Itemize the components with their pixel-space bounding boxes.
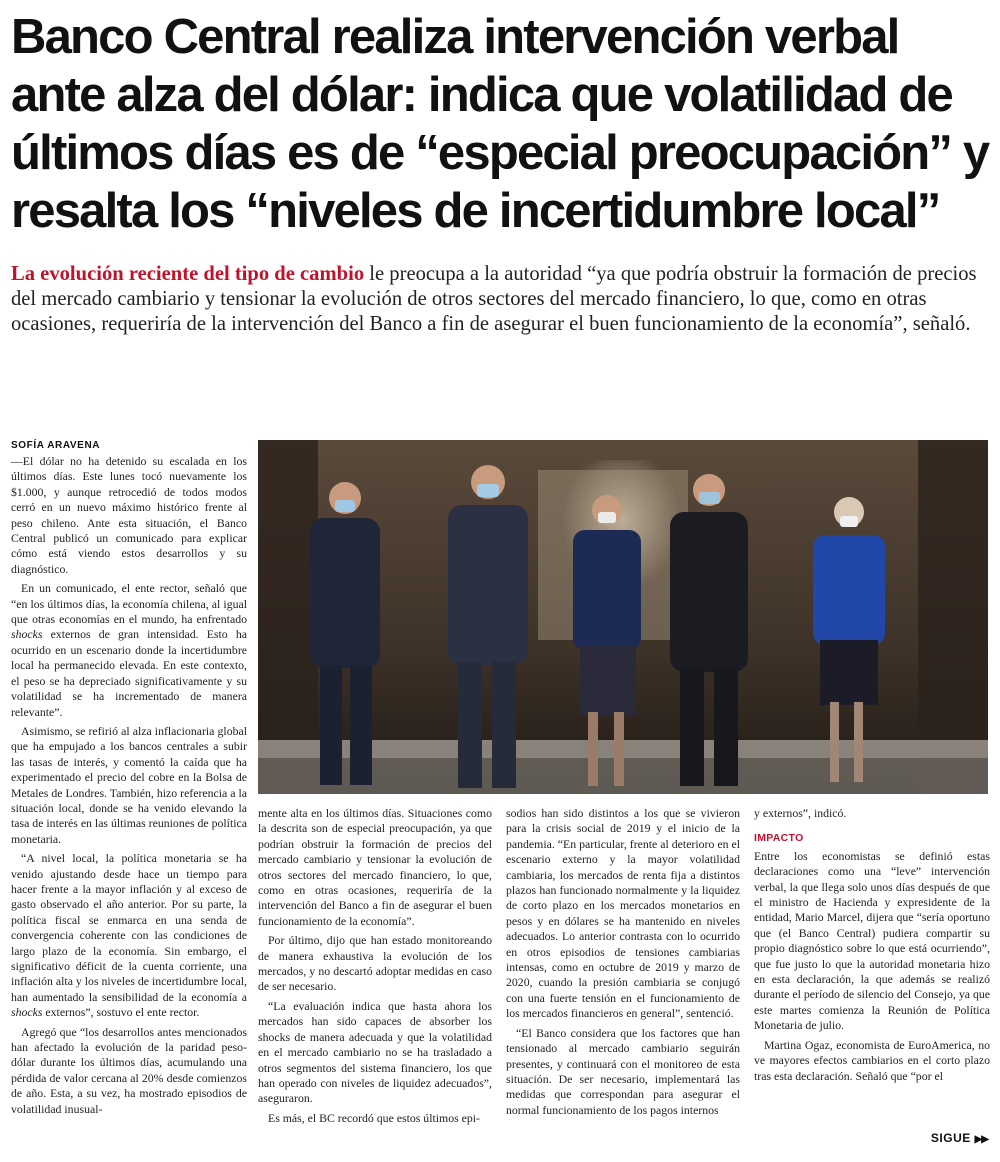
headline bbox=[11, 8, 996, 240]
double-arrow-icon: ▶▶ bbox=[974, 1134, 988, 1145]
article-column-3 bbox=[506, 806, 740, 1122]
paragraph: Por último, dijo que han estado monitoreando de manera exhaustiva la evolución de los mercados, y no descartó adoptar medidas en caso de ser necesario. bbox=[258, 933, 492, 994]
article-column-4 bbox=[754, 806, 990, 1088]
paragraph: Agregó que “los desarrollos antes mencionados han afectado la evolución de la paridad peso-dólar durante los últimos días, acumulando una pérdida de valor cercana al 20% desde comienzos de año. Esta, a su vez, ha mostrado episodios de volatilidad inusual- bbox=[11, 1024, 247, 1116]
paragraph: “El Banco considera que los factores que han tensionado al mercado cambiario seguirán presentes, y continuará con el monitoreo de esta situación. De ser necesario, implementará las medidas que correspondan para asegurar el normal funcionamiento de los pagos internos bbox=[506, 1025, 740, 1117]
paragraph: “A nivel local, la política monetaria se ha venido ajustando desde hace un tiempo para hacer frente a la mayor inflación y al exceso de gasto observado el año anterior. Por su parte, la política fiscal se enmarca en una senda de convergencia coherente con las condiciones de largo plazo de la economía. Sin embargo, el significativo déficit de la cuenta corriente, una inflación alta y los niveles de incertidumbre local, han aumentado la sensibilidad de la economía a shocks externos”, sostuvo el ente rector. bbox=[11, 851, 247, 1020]
headline-line: ante alza del dólar: indica que volatilidad de bbox=[11, 68, 952, 122]
lead-highlight: La evolución reciente del tipo de cambio bbox=[11, 263, 365, 285]
paragraph: Asimismo, se refirió al alza inflacionaria global que ha empujado a los bancos centrales a subir las tasas de interés, y comentó la caída que ha experimentado el precio del cobre en la Bolsa de Metales de Londres. También, hizo referencia a la situación local, donde se ha venido elevando la tasa de interés en las últimas reuniones de política monetaria. bbox=[11, 723, 247, 846]
headline-line: últimos días es de “especial preocupación” y bbox=[11, 126, 989, 180]
article-column-2 bbox=[258, 806, 492, 1130]
paragraph: Martina Ogaz, economista de EuroAmerica, no ve mayores efectos cambiarios en el corto plazo tras esta declaración. Señaló que “por el bbox=[754, 1037, 990, 1083]
paragraph: Es más, el BC recordó que estos últimos epi- bbox=[268, 1110, 480, 1125]
lead-paragraph bbox=[11, 262, 991, 337]
paragraph: —El dólar no ha detenido su escalada en los últimos días. Este lunes tocó nuevamente los $1.000, y aunque retrocedió de todos modos cerró en un nuevo máximo histórico frente al peso chileno. Ante esta situación, el Banco Central publicó un comunicado para explicar cómo está viendo estos desarrollos y su diagnóstico. bbox=[11, 454, 247, 576]
photo-board-members bbox=[258, 440, 988, 794]
paragraph: “La evaluación indica que hasta ahora los mercados han sido capaces de absorber los shocks de manera adecuada y que la volatilidad en el mercado cambiario no se ha trasladado a otros segmentos del sistema financiero, los que han operado con niveles de liquidez adecuados”, aseguraron. bbox=[258, 998, 492, 1106]
lead-text: le preocupa a la autoridad “ya que podría obstruir la formación de precios del mercado cambiario y tensionar la evolución de otros sectores del mercado financiero, lo que, como en otras ocasiones, requeriría de la intervención del Banco a fin de asegurar el buen funcionamiento de la economía”, señaló. bbox=[11, 263, 977, 335]
paragraph: Entre los economistas se definió estas declaraciones como una “leve” intervención verbal, la que llega solo unos días después de que el ministro de Hacienda y expresidente de la entidad, Mario Marcel, dijera que “sería oportuno que (el Banco Central) pudiera compartir su propio diagnóstico sobre lo que está ocurriendo”, que fue justo lo que la autoridad monetaria hizo en esta declaración, la que además se realizó durante el período de silencio del Consejo, ya que este martes comienza la Reunión de Política Monetaria de julio. bbox=[754, 848, 990, 1033]
paragraph: mente alta en los últimos días. Situaciones como la descrita son de especial preocupación, ya que podrían obstruir la formación de precios del mercado cambiario y tensionar la evolución de otros sectores del mercado financiero, lo que, como en otras ocasiones, requeriría de la intervención del Banco a fin de asegurar el buen funcionamiento de la economía”. bbox=[258, 806, 492, 928]
continue-label: SIGUE bbox=[930, 1131, 971, 1145]
headline-line: Banco Central realiza intervención verbal bbox=[11, 10, 899, 64]
headline-line: resalta los “niveles de incertidumbre local” bbox=[11, 184, 940, 238]
paragraph: En un comunicado, el ente rector, señaló que “en los últimos días, la economía chilena, al igual que otras economías en el mundo, ha enfrentado shocks externos de gran intensidad. Esto ha ocurrido en un escenario donde la incertidumbre local ha permanecido elevada. En este contexto, el peso se ha depreciado significativamente y su volatilidad se ha incrementado de manera relevante”. bbox=[11, 581, 247, 719]
article-column-1 bbox=[11, 454, 247, 1154]
paragraph: y externos”, indicó. bbox=[754, 806, 847, 820]
photo-illustration bbox=[258, 440, 988, 794]
paragraph: sodios han sido distintos a los que se vivieron para la crisis social de 2019 y el inicio de la pandemia. “En particular, frente al deterioro en el escenario externo y la mayor volatilidad cambiaria, los mercados de renta fija a distintos plazos han funcionado normalmente y la liquidez de corto plazo en los mercados monetarios en pesos y en dólares se ha mantenido en niveles adecuados. Lo anterior contrasta con lo ocurrido en otros episodios de tensiones cambiarias intensas, como en octubre de 2019 y marzo de 2020, cuando la presión cambiaria se conjugó con una fuerte tensión en el funcionamiento de los mercados financieros en general”, sentenció. bbox=[506, 806, 740, 1021]
section-subhead: IMPACTO bbox=[754, 832, 804, 845]
byline: SOFÍA ARAVENA bbox=[11, 440, 101, 451]
continue-marker bbox=[931, 1131, 988, 1145]
